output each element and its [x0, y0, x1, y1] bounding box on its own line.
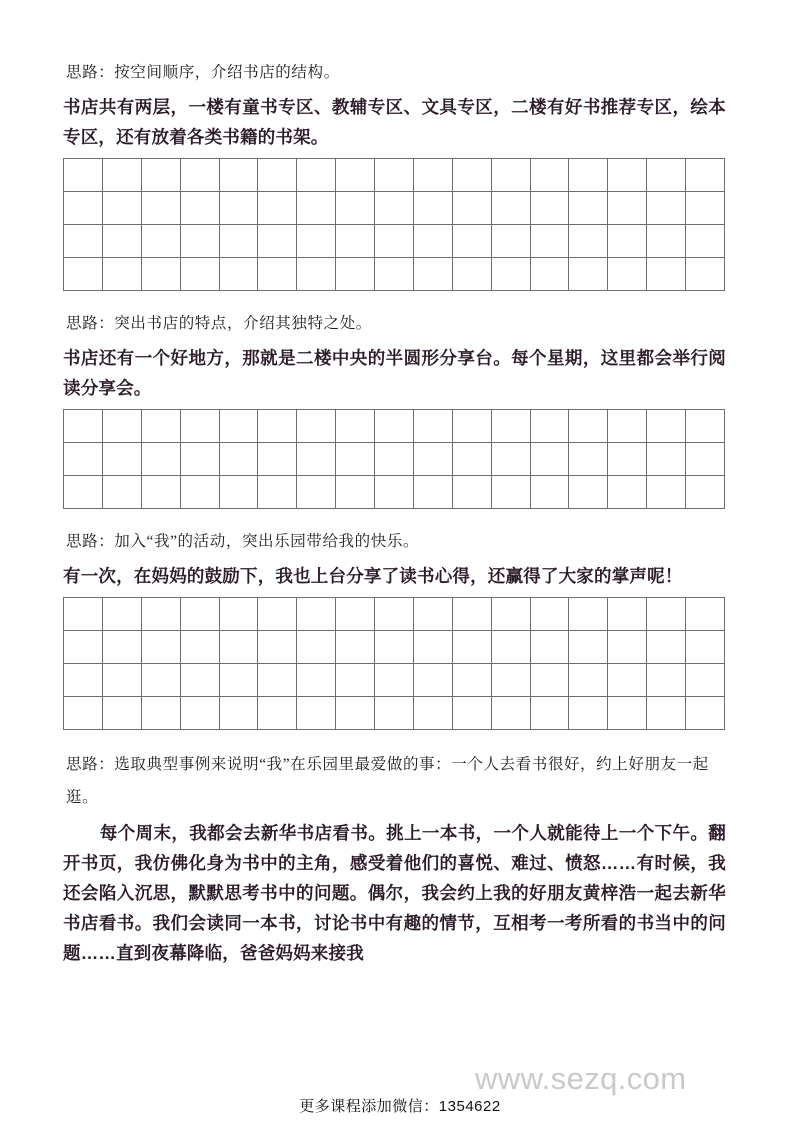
section-1-sample-text: 书店共有两层，一楼有童书专区、教辅专区、文具专区，二楼有好书推荐专区，绘本专区，还有放着各类书籍的书架。 [63, 97, 726, 147]
grid-cell[interactable] [297, 631, 336, 664]
grid-cell[interactable] [219, 631, 258, 664]
grid-cell[interactable] [530, 192, 569, 225]
grid-cell[interactable] [452, 225, 491, 258]
grid-cell[interactable] [530, 697, 569, 730]
grid-cell[interactable] [569, 476, 608, 509]
grid-cell[interactable] [413, 225, 452, 258]
grid-cell[interactable] [452, 476, 491, 509]
grid-cell[interactable] [647, 410, 686, 443]
grid-cell[interactable] [413, 443, 452, 476]
grid-cell[interactable] [64, 258, 103, 291]
grid-cell[interactable] [413, 258, 452, 291]
grid-cell[interactable] [608, 443, 647, 476]
grid-cell[interactable] [530, 598, 569, 631]
grid-cell[interactable] [180, 410, 219, 443]
grid-cell[interactable] [258, 598, 297, 631]
grid-cell[interactable] [64, 192, 103, 225]
grid-cell[interactable] [180, 443, 219, 476]
grid-body [64, 598, 725, 730]
grid-cell[interactable] [180, 159, 219, 192]
grid-cell[interactable] [491, 598, 530, 631]
grid-cell[interactable] [413, 159, 452, 192]
grid-cell[interactable] [686, 697, 725, 730]
grid-cell[interactable] [647, 192, 686, 225]
grid-cell[interactable] [141, 598, 180, 631]
grid-cell[interactable] [64, 476, 103, 509]
grid-cell[interactable] [530, 631, 569, 664]
grid-cell[interactable] [647, 258, 686, 291]
grid-cell[interactable] [64, 697, 103, 730]
grid-cell[interactable] [569, 192, 608, 225]
grid-cell[interactable] [375, 443, 414, 476]
grid-cell[interactable] [569, 443, 608, 476]
grid-cell[interactable] [647, 225, 686, 258]
grid-cell[interactable] [141, 192, 180, 225]
grid-row[interactable] [64, 664, 725, 697]
grid-cell[interactable] [180, 476, 219, 509]
section-4-sample-text: 每个周末，我都会去新华书店看书。挑上一本书，一个人就能待上一个下午。翻开书页，我仿佛化身为书中的主角，感受着他们的喜悦、难过、愤怒……有时候，我还会陷入沉思，默默思考书中的问题。偶尔，我会约上我的好朋友黄梓浩一起去新华书店看书。我们会读同一本书，讨论书中有趣的情节，互相考一考所看的书当中的问题……直到夜幕降临，爸爸妈妈来接我 [63, 823, 726, 963]
grid-cell[interactable] [258, 410, 297, 443]
grid-cell[interactable] [608, 664, 647, 697]
grid-cell[interactable] [180, 664, 219, 697]
grid-cell[interactable] [297, 410, 336, 443]
grid-cell[interactable] [180, 258, 219, 291]
grid-cell[interactable] [64, 443, 103, 476]
grid-cell[interactable] [180, 697, 219, 730]
grid-cell[interactable] [258, 225, 297, 258]
grid-cell[interactable] [647, 598, 686, 631]
grid-cell[interactable] [336, 476, 375, 509]
grid-cell[interactable] [258, 159, 297, 192]
grid-cell[interactable] [297, 192, 336, 225]
grid-cell[interactable] [530, 476, 569, 509]
section-2-sample-text: 书店还有一个好地方，那就是二楼中央的半圆形分享台。每个星期，这里都会举行阅读分享会。 [63, 348, 726, 398]
grid-row[interactable] [64, 192, 725, 225]
grid-cell[interactable] [413, 410, 452, 443]
grid-cell[interactable] [102, 443, 141, 476]
section-2 [63, 309, 726, 509]
grid-cell[interactable] [336, 192, 375, 225]
grid-cell[interactable] [647, 664, 686, 697]
grid-cell[interactable] [180, 631, 219, 664]
grid-cell[interactable] [219, 159, 258, 192]
grid-cell[interactable] [375, 664, 414, 697]
grid-cell[interactable] [413, 664, 452, 697]
grid-cell[interactable] [258, 631, 297, 664]
grid-cell[interactable] [141, 443, 180, 476]
grid-cell[interactable] [686, 476, 725, 509]
grid-cell[interactable] [102, 192, 141, 225]
grid-cell[interactable] [219, 410, 258, 443]
grid-cell[interactable] [491, 476, 530, 509]
section-3-hint: 思路：加入“我”的活动，突出乐园带给我的快乐。 [66, 533, 420, 550]
grid-cell[interactable] [375, 476, 414, 509]
grid-cell[interactable] [647, 476, 686, 509]
grid-cell[interactable] [141, 631, 180, 664]
grid-cell[interactable] [375, 225, 414, 258]
grid-cell[interactable] [491, 159, 530, 192]
grid-cell[interactable] [413, 631, 452, 664]
grid-cell[interactable] [180, 225, 219, 258]
grid-cell[interactable] [452, 410, 491, 443]
grid-cell[interactable] [647, 443, 686, 476]
grid-cell[interactable] [569, 598, 608, 631]
grid-row[interactable] [64, 697, 725, 730]
grid-cell[interactable] [530, 443, 569, 476]
grid-row[interactable] [64, 631, 725, 664]
grid-cell[interactable] [102, 159, 141, 192]
grid-cell[interactable] [491, 697, 530, 730]
grid-cell[interactable] [491, 664, 530, 697]
grid-cell[interactable] [258, 443, 297, 476]
grid-cell[interactable] [608, 697, 647, 730]
grid-cell[interactable] [297, 159, 336, 192]
grid-cell[interactable] [219, 598, 258, 631]
grid-cell[interactable] [297, 598, 336, 631]
grid-cell[interactable] [608, 159, 647, 192]
grid-cell[interactable] [608, 225, 647, 258]
grid-cell[interactable] [413, 192, 452, 225]
grid-cell[interactable] [180, 598, 219, 631]
grid-cell[interactable] [491, 410, 530, 443]
grid-row[interactable] [64, 159, 725, 192]
grid-cell[interactable] [258, 664, 297, 697]
grid-cell[interactable] [336, 410, 375, 443]
grid-row[interactable] [64, 410, 725, 443]
grid-cell[interactable] [102, 410, 141, 443]
grid-cell[interactable] [569, 225, 608, 258]
grid-cell[interactable] [608, 476, 647, 509]
grid-row[interactable] [64, 225, 725, 258]
grid-cell[interactable] [491, 192, 530, 225]
grid-cell[interactable] [219, 697, 258, 730]
footer-wechat-note: 更多课程添加微信：1354622 [299, 1098, 501, 1115]
grid-cell[interactable] [452, 443, 491, 476]
grid-cell[interactable] [258, 192, 297, 225]
grid-row[interactable] [64, 598, 725, 631]
grid-body [64, 159, 725, 291]
grid-cell[interactable] [608, 192, 647, 225]
grid-cell[interactable] [297, 225, 336, 258]
grid-cell[interactable] [141, 225, 180, 258]
grid-cell[interactable] [336, 258, 375, 291]
grid-cell[interactable] [608, 410, 647, 443]
grid-cell[interactable] [686, 664, 725, 697]
grid-cell[interactable] [336, 598, 375, 631]
grid-cell[interactable] [336, 664, 375, 697]
grid-cell[interactable] [219, 443, 258, 476]
grid-cell[interactable] [686, 225, 725, 258]
grid-cell[interactable] [452, 258, 491, 291]
grid-cell[interactable] [530, 664, 569, 697]
grid-cell[interactable] [608, 258, 647, 291]
grid-cell[interactable] [141, 258, 180, 291]
grid-cell[interactable] [686, 443, 725, 476]
grid-cell[interactable] [64, 410, 103, 443]
grid-cell[interactable] [336, 697, 375, 730]
grid-cell[interactable] [647, 631, 686, 664]
section-1-writing-grid[interactable] [63, 158, 725, 291]
grid-cell[interactable] [141, 697, 180, 730]
grid-cell[interactable] [297, 443, 336, 476]
grid-cell[interactable] [375, 192, 414, 225]
grid-cell[interactable] [647, 159, 686, 192]
section-3-writing-grid[interactable] [63, 597, 725, 730]
grid-cell[interactable] [102, 598, 141, 631]
grid-cell[interactable] [102, 225, 141, 258]
grid-cell[interactable] [102, 258, 141, 291]
grid-cell[interactable] [491, 631, 530, 664]
grid-cell[interactable] [452, 631, 491, 664]
grid-cell[interactable] [452, 697, 491, 730]
grid-cell[interactable] [141, 159, 180, 192]
grid-cell[interactable] [452, 598, 491, 631]
section-1 [63, 58, 726, 291]
section-4 [63, 748, 726, 968]
grid-cell[interactable] [530, 410, 569, 443]
grid-cell[interactable] [297, 697, 336, 730]
grid-cell[interactable] [64, 631, 103, 664]
grid-cell[interactable] [180, 192, 219, 225]
grid-cell[interactable] [375, 697, 414, 730]
grid-cell[interactable] [219, 225, 258, 258]
grid-cell[interactable] [452, 192, 491, 225]
worksheet-content [63, 58, 726, 974]
grid-cell[interactable] [64, 598, 103, 631]
grid-cell[interactable] [102, 476, 141, 509]
grid-cell[interactable] [219, 476, 258, 509]
grid-cell[interactable] [413, 476, 452, 509]
grid-cell[interactable] [413, 598, 452, 631]
grid-cell[interactable] [297, 664, 336, 697]
grid-cell[interactable] [375, 598, 414, 631]
grid-cell[interactable] [569, 664, 608, 697]
grid-body [64, 410, 725, 509]
grid-cell[interactable] [491, 443, 530, 476]
grid-cell[interactable] [491, 258, 530, 291]
grid-cell[interactable] [375, 258, 414, 291]
grid-row[interactable] [64, 258, 725, 291]
grid-cell[interactable] [530, 258, 569, 291]
grid-cell[interactable] [219, 664, 258, 697]
grid-cell[interactable] [375, 631, 414, 664]
grid-cell[interactable] [647, 697, 686, 730]
grid-cell[interactable] [413, 697, 452, 730]
grid-cell[interactable] [686, 631, 725, 664]
grid-cell[interactable] [219, 258, 258, 291]
grid-cell[interactable] [141, 476, 180, 509]
grid-cell[interactable] [102, 664, 141, 697]
grid-cell[interactable] [375, 410, 414, 443]
grid-cell[interactable] [64, 664, 103, 697]
section-1-hint: 思路：按空间顺序，介绍书店的结构。 [66, 64, 340, 81]
grid-cell[interactable] [297, 258, 336, 291]
grid-cell[interactable] [336, 159, 375, 192]
grid-cell[interactable] [569, 697, 608, 730]
grid-cell[interactable] [258, 258, 297, 291]
grid-cell[interactable] [686, 598, 725, 631]
grid-cell[interactable] [569, 410, 608, 443]
grid-cell[interactable] [297, 476, 336, 509]
grid-cell[interactable] [569, 258, 608, 291]
grid-cell[interactable] [491, 225, 530, 258]
grid-row[interactable] [64, 476, 725, 509]
grid-cell[interactable] [375, 159, 414, 192]
grid-cell[interactable] [686, 410, 725, 443]
grid-cell[interactable] [219, 192, 258, 225]
section-3 [63, 527, 726, 730]
section-2-writing-grid[interactable] [63, 409, 725, 509]
grid-cell[interactable] [336, 443, 375, 476]
grid-cell[interactable] [686, 159, 725, 192]
section-3-sample-text: 有一次，在妈妈的鼓励下，我也上台分享了读书心得，还赢得了大家的掌声呢！ [63, 566, 683, 586]
grid-row[interactable] [64, 443, 725, 476]
grid-cell[interactable] [686, 192, 725, 225]
grid-cell[interactable] [64, 225, 103, 258]
grid-cell[interactable] [452, 664, 491, 697]
grid-cell[interactable] [258, 697, 297, 730]
grid-cell[interactable] [569, 631, 608, 664]
grid-cell[interactable] [102, 631, 141, 664]
grid-cell[interactable] [64, 159, 103, 192]
site-watermark: www.sezq.com [475, 1061, 687, 1096]
grid-cell[interactable] [141, 410, 180, 443]
grid-cell[interactable] [569, 159, 608, 192]
grid-cell[interactable] [141, 664, 180, 697]
grid-cell[interactable] [452, 159, 491, 192]
grid-cell[interactable] [102, 697, 141, 730]
grid-cell[interactable] [336, 631, 375, 664]
section-4-hint: 思路：选取典型事例来说明“我”在乐园里最爱做的事：一个人去看书很好，约上好朋友一起逛。 [66, 756, 709, 806]
grid-cell[interactable] [336, 225, 375, 258]
grid-cell[interactable] [530, 225, 569, 258]
section-2-hint: 思路：突出书店的特点，介绍其独特之处。 [66, 315, 372, 332]
grid-cell[interactable] [258, 476, 297, 509]
grid-cell[interactable] [530, 159, 569, 192]
grid-cell[interactable] [686, 258, 725, 291]
grid-cell[interactable] [608, 631, 647, 664]
grid-cell[interactable] [608, 598, 647, 631]
